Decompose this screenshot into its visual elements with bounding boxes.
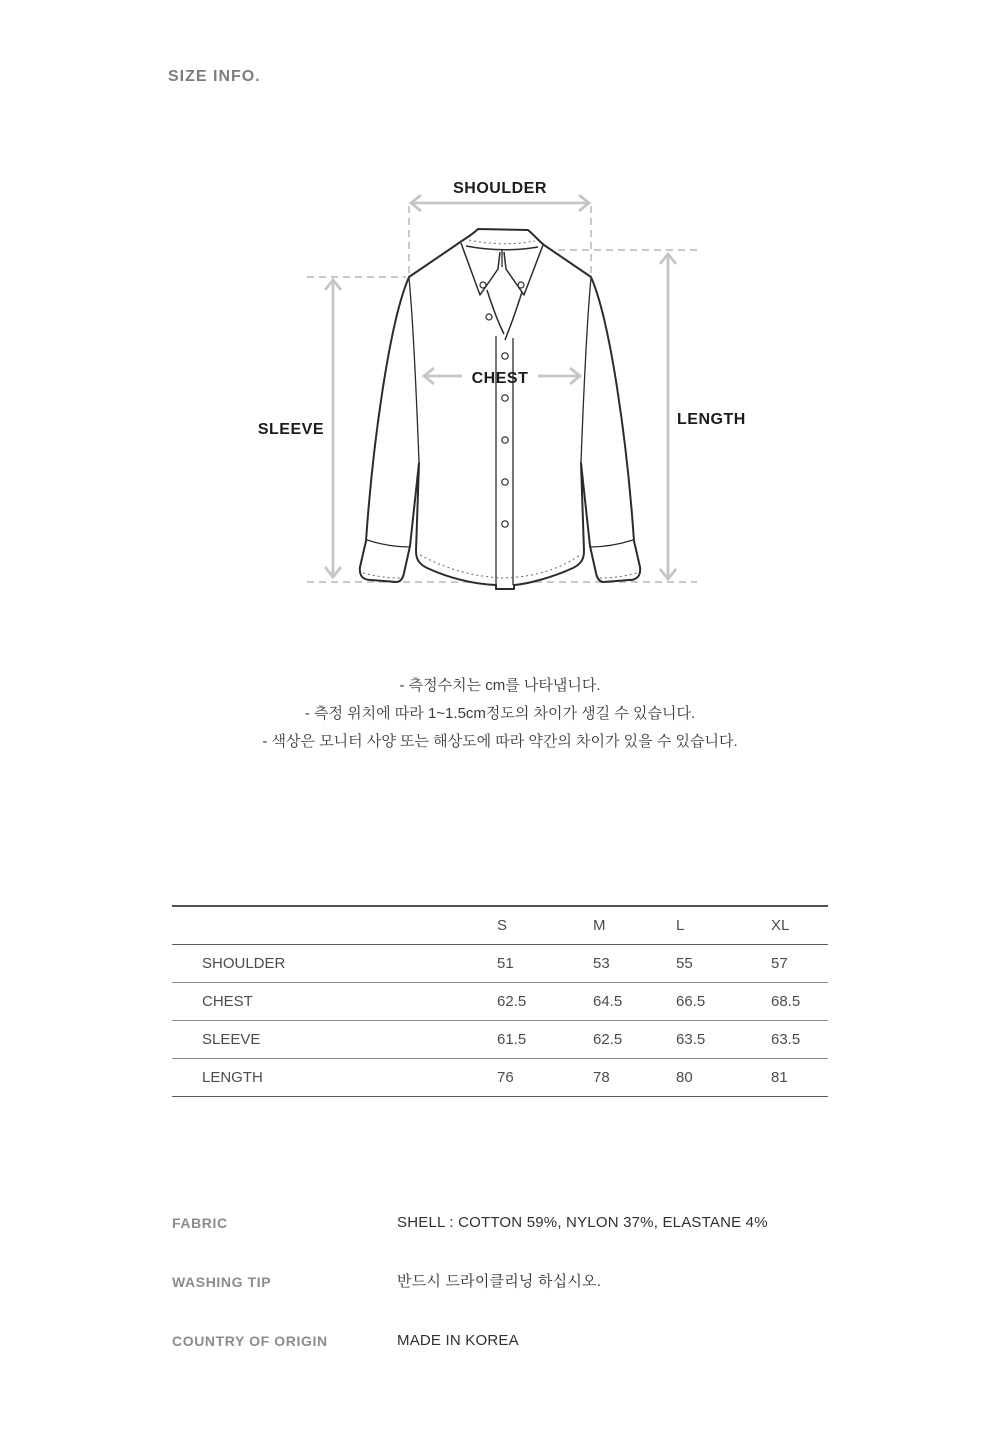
size-column-header: S [497,916,508,934]
shoulder-label: SHOULDER [453,180,547,197]
size-column-header: M [593,916,606,934]
detail-row-fabric [172,1214,852,1232]
size-value-cell: 61.5 [497,1030,527,1048]
size-value-cell: 78 [593,1068,610,1086]
size-value-cell: 55 [676,954,693,972]
placket-button [502,437,508,443]
detail-label: FABRIC [172,1215,228,1231]
measurement-row-label: SLEEVE [202,1030,261,1048]
shirt-size-diagram [250,160,760,620]
detail-value: SHELL : COTTON 59%, NYLON 37%, ELASTANE 4% [397,1214,768,1231]
size-info-title: SIZE INFO. [168,68,261,85]
placket-button [502,353,508,359]
collar-button-right [518,282,524,288]
table-row [172,982,828,1020]
size-value-cell: 64.5 [593,992,623,1010]
size-value-cell: 68.5 [771,992,801,1010]
size-value-cell: 57 [771,954,788,972]
empty-header-cell [172,906,497,944]
detail-value: MADE IN KOREA [397,1332,519,1349]
detail-label: COUNTRY OF ORIGIN [172,1333,328,1349]
size-value-cell: 53 [593,954,610,972]
detail-label: WASHING TIP [172,1274,272,1290]
shoulder-arrow [411,195,589,211]
note-line: - 측정수치는 cm를 나타냅니다. [399,677,601,694]
size-table-header-row [172,906,828,944]
size-value-cell: 63.5 [676,1030,706,1048]
measurement-notes [0,672,1000,756]
size-value-cell: 81 [771,1068,788,1086]
size-column-header: L [676,916,685,934]
size-value-cell: 80 [676,1068,693,1086]
neck-button [486,314,492,320]
size-column-header: XL [771,916,790,934]
placket-button [502,479,508,485]
size-value-cell: 66.5 [676,992,706,1010]
measurement-row-label: LENGTH [202,1068,263,1086]
shirt-drawing [360,229,640,589]
note-line: - 측정 위치에 따라 1~1.5cm정도의 차이가 생길 수 있습니다. [304,705,696,722]
length-label: LENGTH [677,411,746,428]
table-row [172,1058,828,1096]
size-value-cell: 63.5 [771,1030,801,1048]
sleeve-label: SLEEVE [257,421,324,438]
size-value-cell: 51 [497,954,514,972]
detail-row-country-of-origin [172,1332,852,1350]
measurement-row-label: SHOULDER [202,954,286,972]
shirt-silhouette [360,229,640,589]
size-value-cell: 62.5 [593,1030,623,1048]
size-table [172,905,828,1097]
note-line: - 색상은 모니터 사양 또는 해상도에 따라 약간의 차이가 있을 수 있습니다. [262,733,738,750]
product-details [172,1214,852,1391]
detail-value: 반드시 드라이클리닝 하십시오. [397,1273,602,1290]
measurement-row-label: CHEST [202,992,253,1010]
placket-button [502,521,508,527]
table-row [172,1020,828,1058]
table-row [172,944,828,982]
length-arrow [660,254,676,579]
placket-button [502,395,508,401]
size-value-cell: 62.5 [497,992,527,1010]
chest-label: CHEST [471,370,529,387]
size-value-cell: 76 [497,1068,514,1086]
collar-button-left [480,282,486,288]
sleeve-arrow [325,280,341,577]
detail-row-washing-tip [172,1273,852,1291]
